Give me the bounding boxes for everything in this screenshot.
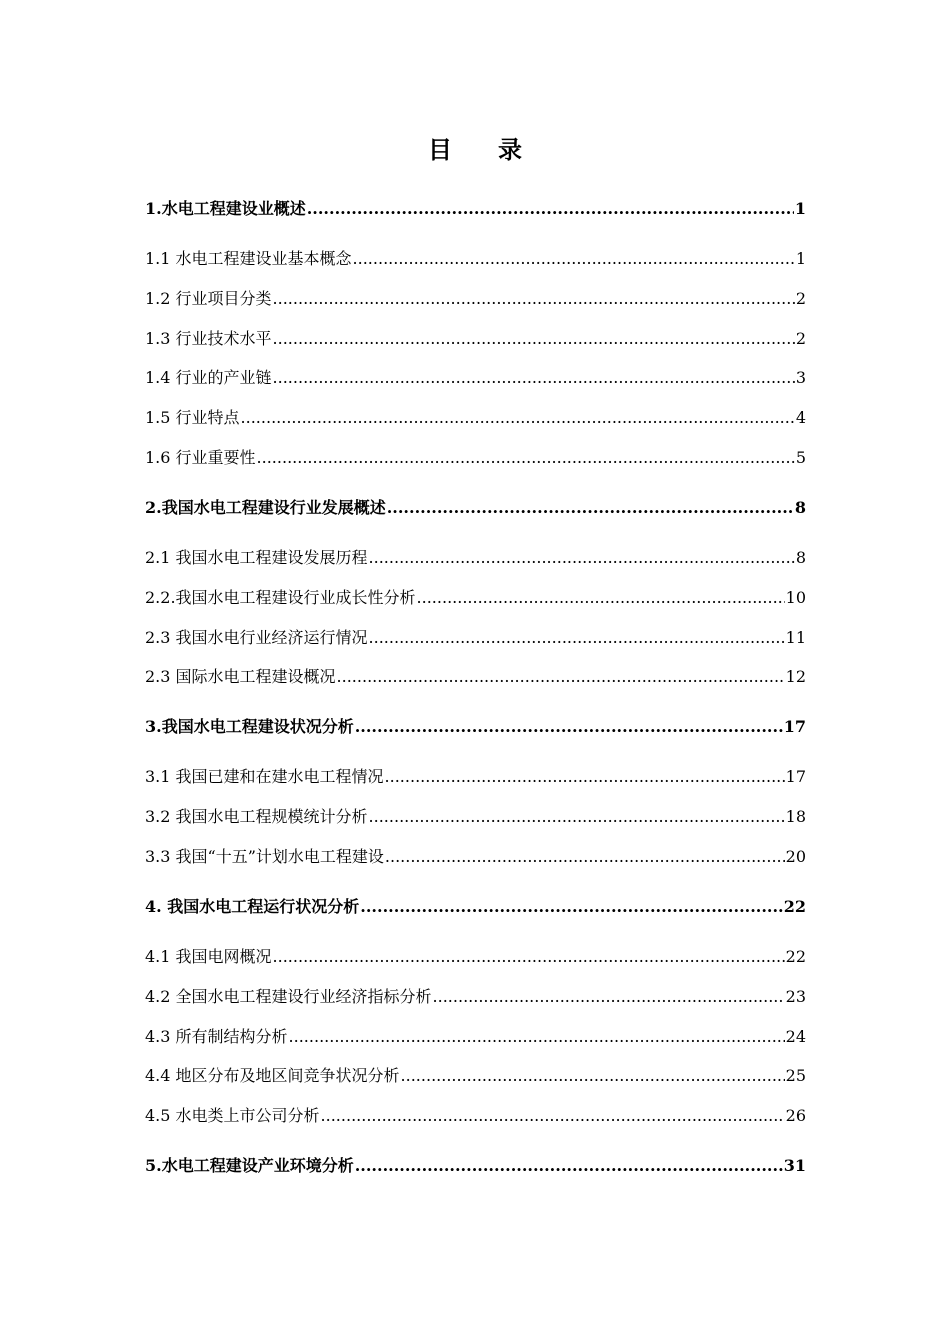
toc-page-number: 2 [795, 288, 806, 308]
toc-page-number: 10 [785, 587, 806, 607]
toc-section-entry[interactable] [145, 197, 806, 221]
toc-entry-label: 2.1 我国水电工程建设发展历程 [145, 548, 368, 567]
toc-entry-label: 4.3 所有制结构分析 [145, 1026, 288, 1046]
toc-page-number: 1 [794, 199, 806, 218]
toc-subsection-entry[interactable] [145, 1064, 806, 1088]
toc-subsection-entry[interactable] [145, 805, 806, 829]
toc-subsection-entry[interactable] [145, 665, 806, 689]
toc-entry-label: 1.4 行业的产业链 [145, 368, 272, 388]
toc-dot-leader [307, 197, 794, 221]
toc-subsection-entry[interactable] [145, 446, 806, 470]
toc-page-number: 8 [795, 548, 806, 567]
toc-page-number: 26 [785, 1106, 806, 1126]
toc-dot-leader [353, 247, 795, 271]
toc-section-entry[interactable] [145, 895, 806, 919]
toc-page-number: 22 [785, 947, 806, 966]
toc-dot-leader [257, 446, 795, 470]
toc-entry-label: 4.2 全国水电工程建设行业经济指标分析 [145, 986, 432, 1006]
toc-dot-leader [273, 366, 795, 390]
toc-subsection-entry[interactable] [145, 626, 806, 650]
toc-dot-leader [369, 546, 795, 570]
toc-section-entry[interactable] [145, 715, 806, 739]
toc-entry-label: 4.5 水电类上市公司分析 [145, 1106, 320, 1126]
toc-entry-label: 1.6 行业重要性 [145, 448, 256, 467]
toc-dot-leader [417, 586, 785, 610]
toc-dot-leader [401, 1064, 785, 1088]
toc-dot-leader [273, 945, 785, 969]
toc-subsection-entry[interactable] [145, 406, 806, 430]
toc-dot-leader [337, 665, 785, 689]
toc-entry-label: 4.1 我国电网概况 [145, 947, 272, 966]
toc-page-number: 4 [795, 408, 806, 428]
toc-page-number: 18 [785, 807, 806, 827]
toc-subsection-entry[interactable] [145, 1025, 806, 1049]
toc-entry-label: 3.我国水电工程建设状况分析 [145, 717, 354, 737]
toc-section-entry[interactable] [145, 496, 806, 520]
toc-entry-label: 1.5 行业特点 [145, 408, 240, 428]
toc-dot-leader [385, 845, 785, 869]
toc-subsection-entry[interactable] [145, 765, 806, 789]
toc-dot-leader [369, 626, 785, 650]
toc-dot-leader [433, 985, 785, 1009]
toc-subsection-entry[interactable] [145, 247, 806, 271]
toc-entry-label: 1.水电工程建设业概述 [145, 199, 306, 218]
toc-page-number: 8 [794, 498, 806, 517]
toc-subsection-entry[interactable] [145, 546, 806, 570]
toc-dot-leader [369, 805, 785, 829]
toc-entry-label: 3.1 我国已建和在建水电工程情况 [145, 767, 384, 787]
toc-dot-leader [273, 327, 795, 351]
toc-subsection-entry[interactable] [145, 845, 806, 869]
toc-page-number: 11 [785, 627, 806, 647]
toc-dot-leader [360, 895, 782, 919]
toc-dot-leader [355, 1154, 783, 1178]
toc-entry-label: 2.3 我国水电行业经济运行情况 [145, 627, 368, 647]
toc-subsection-entry[interactable] [145, 366, 806, 390]
toc-subsection-entry[interactable] [145, 287, 806, 311]
toc-dot-leader [385, 765, 785, 789]
toc-page-number: 20 [785, 847, 806, 866]
toc-subsection-entry[interactable] [145, 327, 806, 351]
toc-page-number: 5 [795, 448, 806, 467]
toc-page-number: 12 [785, 667, 806, 687]
toc-entry-label: 2.我国水电工程建设行业发展概述 [145, 498, 386, 517]
toc-subsection-entry[interactable] [145, 985, 806, 1009]
toc-entry-label: 5.水电工程建设产业环境分析 [145, 1156, 354, 1176]
toc-page-number: 17 [785, 767, 806, 787]
toc-entry-label: 1.1 水电工程建设业基本概念 [145, 249, 352, 268]
toc-page-number: 31 [783, 1156, 806, 1176]
toc-page-number: 17 [783, 717, 806, 737]
toc-dot-leader [355, 715, 783, 739]
toc-page-number: 25 [785, 1066, 806, 1086]
toc-dot-leader [289, 1025, 785, 1049]
toc-dot-leader [321, 1104, 785, 1128]
toc-page-number: 24 [785, 1026, 806, 1046]
toc-subsection-entry[interactable] [145, 1104, 806, 1128]
toc-entry-label: 1.3 行业技术水平 [145, 328, 272, 348]
toc-dot-leader [273, 287, 795, 311]
toc-entry-label: 3.3 我国“十五”计划水电工程建设 [145, 847, 384, 866]
toc-subsection-entry[interactable] [145, 586, 806, 610]
toc-entry-label: 2.2.我国水电工程建设行业成长性分析 [145, 587, 416, 607]
toc-entry-label: 4. 我国水电工程运行状况分析 [145, 897, 360, 916]
toc-page-number: 1 [795, 249, 806, 268]
toc-section-entry[interactable] [145, 1154, 806, 1178]
toc-dot-leader [387, 496, 794, 520]
toc-subsection-entry[interactable] [145, 945, 806, 969]
toc-page-number: 22 [783, 897, 806, 916]
toc-dot-leader [241, 406, 795, 430]
toc-page-number: 23 [785, 986, 806, 1006]
toc-entry-label: 4.4 地区分布及地区间竞争状况分析 [145, 1066, 400, 1086]
toc-entry-label: 1.2 行业项目分类 [145, 288, 272, 308]
toc-title: 目录 [428, 135, 568, 164]
toc-entry-label: 3.2 我国水电工程规模统计分析 [145, 807, 368, 827]
toc-page-number: 3 [795, 368, 806, 388]
toc-entry-label: 2.3 国际水电工程建设概况 [145, 667, 336, 687]
toc-page-number: 2 [795, 328, 806, 348]
